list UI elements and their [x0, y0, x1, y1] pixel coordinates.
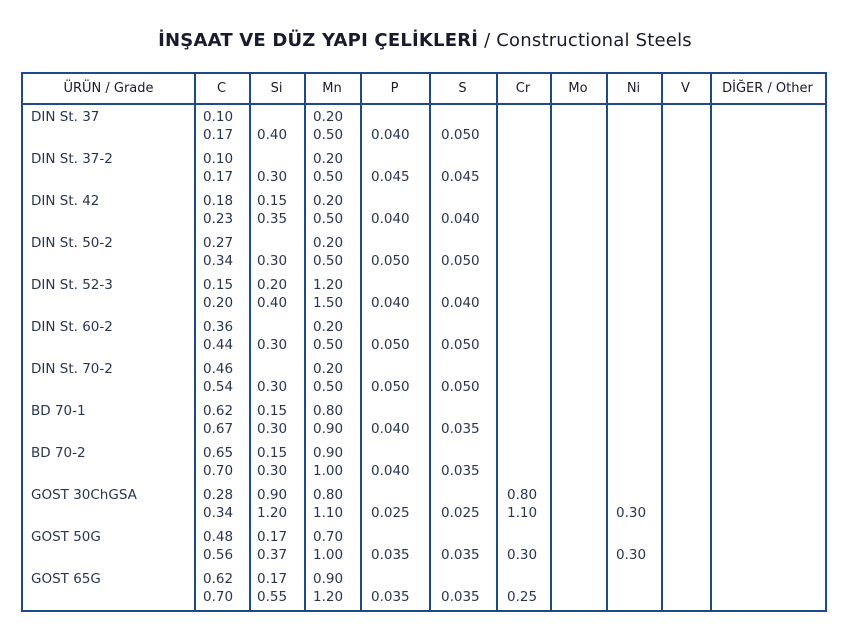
- grade-name: DIN St. 52-3: [31, 277, 113, 293]
- si-max: 0.55: [257, 589, 288, 605]
- si-max: 0.35: [257, 211, 288, 227]
- ni-max: 0.30: [616, 547, 647, 563]
- c-max: 0.67: [203, 421, 234, 437]
- table-row: [23, 359, 825, 401]
- si-min: 0.15: [257, 403, 288, 419]
- grade-name: GOST 65G: [31, 571, 101, 587]
- grade-name: DIN St. 70-2: [31, 361, 113, 377]
- c-min: 0.62: [203, 403, 234, 419]
- grade-name: DIN St. 37-2: [31, 151, 113, 167]
- c-min: 0.15: [203, 277, 234, 293]
- si-max: 0.30: [257, 379, 288, 395]
- si-max: 0.37: [257, 547, 288, 563]
- header-ni: Ni: [626, 81, 641, 96]
- s-max: 0.050: [441, 379, 480, 395]
- header-grade: ÜRÜN / Grade: [63, 81, 154, 96]
- c-min: 0.62: [203, 571, 234, 587]
- c-min: 0.48: [203, 529, 234, 545]
- header-other: DİĞER / Other: [722, 81, 813, 96]
- si-max: 0.30: [257, 421, 288, 437]
- c-max: 0.20: [203, 295, 234, 311]
- p-max: 0.035: [371, 589, 410, 605]
- p-max: 0.035: [371, 547, 410, 563]
- c-max: 0.44: [203, 337, 234, 353]
- si-max: 0.30: [257, 253, 288, 269]
- mn-min: 0.90: [313, 445, 344, 461]
- grade-name: BD 70-1: [31, 403, 86, 419]
- p-max: 0.050: [371, 337, 410, 353]
- c-min: 0.28: [203, 487, 234, 503]
- table-row: [23, 569, 825, 611]
- mn-max: 0.50: [313, 169, 344, 185]
- p-max: 0.040: [371, 211, 410, 227]
- grade-name: DIN St. 37: [31, 109, 100, 125]
- mn-max: 1.00: [313, 463, 344, 479]
- c-max: 0.70: [203, 463, 234, 479]
- header-c: C: [216, 81, 227, 96]
- mn-min: 0.70: [313, 529, 344, 545]
- grade-name: BD 70-2: [31, 445, 86, 461]
- mn-min: 0.80: [313, 403, 344, 419]
- c-min: 0.10: [203, 109, 234, 125]
- mn-max: 0.50: [313, 127, 344, 143]
- table-row: [23, 443, 825, 485]
- mn-max: 0.50: [313, 211, 344, 227]
- grade-name: DIN St. 50-2: [31, 235, 113, 251]
- mn-min: 0.20: [313, 193, 344, 209]
- mn-max: 1.50: [313, 295, 344, 311]
- si-min: 0.20: [257, 277, 288, 293]
- table-row: [23, 107, 825, 149]
- header-si: Si: [270, 81, 283, 96]
- mn-max: 0.50: [313, 337, 344, 353]
- c-max: 0.17: [203, 127, 234, 143]
- mn-max: 0.50: [313, 379, 344, 395]
- p-max: 0.025: [371, 505, 410, 521]
- s-max: 0.050: [441, 127, 480, 143]
- si-min: 0.90: [257, 487, 288, 503]
- mn-min: 0.20: [313, 109, 344, 125]
- header-v: V: [681, 81, 690, 96]
- c-min: 0.65: [203, 445, 234, 461]
- table-row: [23, 527, 825, 569]
- page-title: [0, 30, 850, 51]
- table-row: [23, 485, 825, 527]
- s-max: 0.050: [441, 337, 480, 353]
- s-max: 0.040: [441, 295, 480, 311]
- mn-max: 1.20: [313, 589, 344, 605]
- c-max: 0.34: [203, 505, 234, 521]
- c-min: 0.46: [203, 361, 234, 377]
- table-row: [23, 401, 825, 443]
- s-max: 0.050: [441, 253, 480, 269]
- c-max: 0.17: [203, 169, 234, 185]
- title-english: / Constructional Steels: [484, 30, 692, 51]
- steel-composition-table: [21, 72, 827, 612]
- p-max: 0.040: [371, 295, 410, 311]
- p-max: 0.050: [371, 253, 410, 269]
- p-max: 0.045: [371, 169, 410, 185]
- c-min: 0.36: [203, 319, 234, 335]
- grade-name: DIN St. 60-2: [31, 319, 113, 335]
- s-max: 0.025: [441, 505, 480, 521]
- table-row: [23, 275, 825, 317]
- table-row: [23, 317, 825, 359]
- s-max: 0.035: [441, 547, 480, 563]
- table-row: [23, 191, 825, 233]
- s-max: 0.035: [441, 589, 480, 605]
- c-max: 0.34: [203, 253, 234, 269]
- s-max: 0.040: [441, 211, 480, 227]
- s-max: 0.045: [441, 169, 480, 185]
- header-cr: Cr: [515, 81, 531, 96]
- mn-min: 0.20: [313, 235, 344, 251]
- s-max: 0.035: [441, 463, 480, 479]
- si-max: 0.30: [257, 337, 288, 353]
- ni-max: 0.30: [616, 505, 647, 521]
- si-max: 0.40: [257, 127, 288, 143]
- si-min: 0.15: [257, 193, 288, 209]
- mn-max: 0.50: [313, 253, 344, 269]
- title-turkish: İNŞAAT VE DÜZ YAPI ÇELİKLERİ: [158, 30, 479, 51]
- si-max: 0.30: [257, 463, 288, 479]
- p-max: 0.040: [371, 421, 410, 437]
- mn-max: 1.00: [313, 547, 344, 563]
- header-mn: Mn: [322, 81, 342, 96]
- s-max: 0.035: [441, 421, 480, 437]
- table-row: [23, 233, 825, 275]
- c-min: 0.18: [203, 193, 234, 209]
- mn-min: 0.20: [313, 151, 344, 167]
- grade-name: DIN St. 42: [31, 193, 100, 209]
- si-min: 0.15: [257, 445, 288, 461]
- si-max: 1.20: [257, 505, 288, 521]
- cr-min: 0.80: [507, 487, 538, 503]
- p-max: 0.050: [371, 379, 410, 395]
- cr-max: 1.10: [507, 505, 538, 521]
- c-max: 0.56: [203, 547, 234, 563]
- cr-max: 0.25: [507, 589, 538, 605]
- p-max: 0.040: [371, 127, 410, 143]
- mn-min: 1.20: [313, 277, 344, 293]
- table-row: [23, 149, 825, 191]
- mn-min: 0.90: [313, 571, 344, 587]
- c-max: 0.23: [203, 211, 234, 227]
- header-p: P: [390, 81, 399, 96]
- c-max: 0.54: [203, 379, 234, 395]
- p-max: 0.040: [371, 463, 410, 479]
- si-min: 0.17: [257, 571, 288, 587]
- mn-min: 0.80: [313, 487, 344, 503]
- mn-max: 1.10: [313, 505, 344, 521]
- table-header: [23, 74, 825, 105]
- mn-max: 0.90: [313, 421, 344, 437]
- c-min: 0.10: [203, 151, 234, 167]
- si-min: 0.17: [257, 529, 288, 545]
- si-max: 0.40: [257, 295, 288, 311]
- mn-min: 0.20: [313, 361, 344, 377]
- header-s: S: [458, 81, 467, 96]
- cr-max: 0.30: [507, 547, 538, 563]
- grade-name: GOST 30ChGSA: [31, 487, 137, 503]
- mn-min: 0.20: [313, 319, 344, 335]
- si-max: 0.30: [257, 169, 288, 185]
- c-min: 0.27: [203, 235, 234, 251]
- header-mo: Mo: [568, 81, 588, 96]
- c-max: 0.70: [203, 589, 234, 605]
- grade-name: GOST 50G: [31, 529, 101, 545]
